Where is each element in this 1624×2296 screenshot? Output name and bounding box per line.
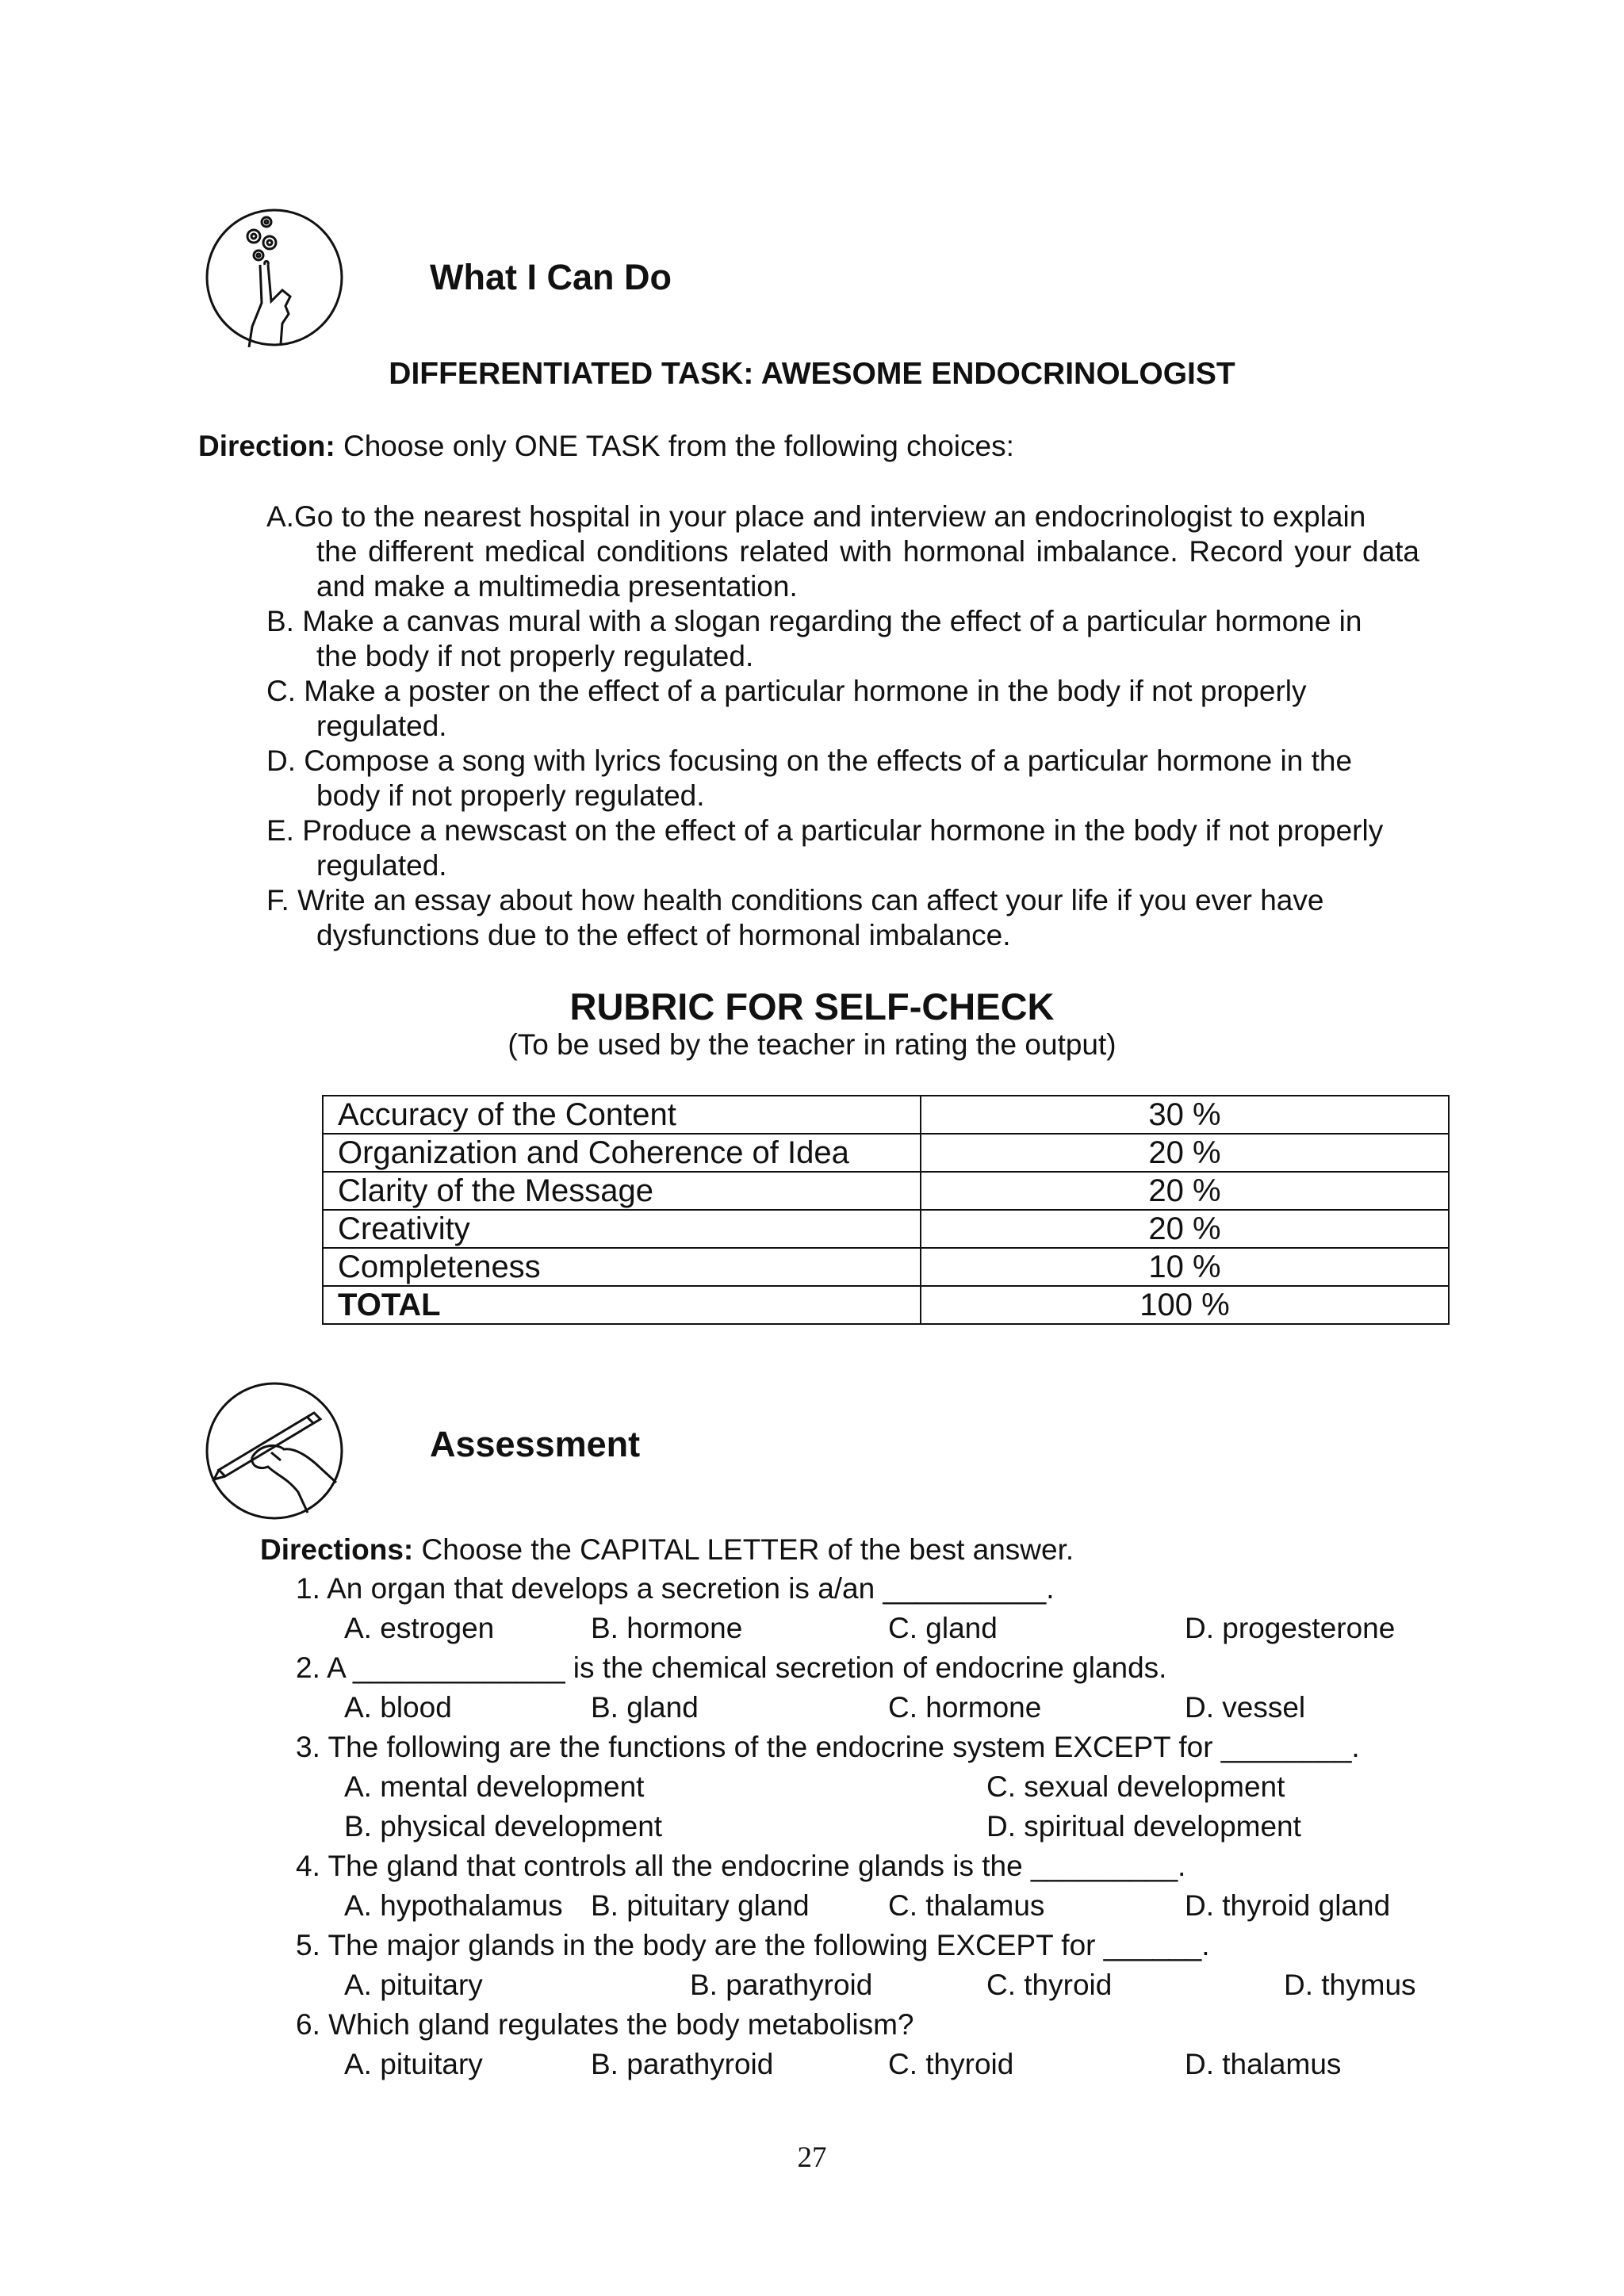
direction-label: Direction: bbox=[198, 430, 335, 462]
rubric-criterion: Creativity bbox=[323, 1210, 921, 1248]
directions-label: Directions: bbox=[260, 1533, 414, 1566]
answer-option: B. gland bbox=[591, 1691, 699, 1724]
task-item: F. Write an essay about how health conditions can affect your life if you ever have dysfunctions due to the effect of hormonal imbalance. bbox=[266, 884, 1324, 951]
question-text: 4. The gland that controls all the endocrine glands is the _________. bbox=[296, 1850, 1186, 1882]
answer-option: B. parathyroid bbox=[690, 1969, 873, 2001]
hand-gears-icon bbox=[205, 208, 344, 347]
answer-option: B. pituitary gland bbox=[591, 1889, 810, 1922]
answer-option: D. spiritual development bbox=[986, 1810, 1301, 1843]
task-item: D. Compose a song with lyrics focusing on the effects of a particular hormone in the body if not properly regulated. bbox=[266, 744, 1353, 812]
rubric-percent: 20 % bbox=[921, 1134, 1449, 1172]
table-row bbox=[323, 1248, 1449, 1286]
rubric-subtitle: (To be used by the teacher in rating the output) bbox=[508, 1028, 1116, 1061]
assessment-directions bbox=[260, 1533, 1074, 1567]
rubric-criterion: Clarity of the Message bbox=[323, 1172, 921, 1210]
rubric-criterion: Accuracy of the Content bbox=[323, 1096, 921, 1134]
answer-option: A. pituitary bbox=[344, 2048, 483, 2080]
table-row bbox=[323, 1096, 1449, 1134]
answer-option: C. thyroid bbox=[888, 2048, 1014, 2080]
question-text: 1. An organ that develops a secretion is a/an __________. bbox=[296, 1572, 1055, 1605]
answer-option: A. estrogen bbox=[344, 1612, 495, 1644]
table-row bbox=[323, 1134, 1449, 1172]
rubric-percent: 30 % bbox=[921, 1096, 1449, 1134]
question-text: 2. A _____________ is the chemical secretion of endocrine glands. bbox=[296, 1651, 1167, 1684]
assessment-title: Assessment bbox=[430, 1424, 641, 1464]
answer-option: B. hormone bbox=[591, 1612, 743, 1644]
answer-option: C. thalamus bbox=[888, 1889, 1045, 1922]
rubric-title: RUBRIC FOR SELF-CHECK bbox=[569, 985, 1055, 1027]
task-item: A.Go to the nearest hospital in your place and interview an endocrinologist to explain the different medical conditions related with hormonal imbalance. Record your data and make a multimedia presentation. bbox=[266, 500, 1419, 603]
answer-option: C. hormone bbox=[888, 1691, 1042, 1724]
answer-option: C. gland bbox=[888, 1612, 998, 1644]
answer-option: A. hypothalamus bbox=[344, 1889, 563, 1922]
rubric-criterion: Organization and Coherence of Idea bbox=[323, 1134, 921, 1172]
answer-option: D. progesterone bbox=[1185, 1612, 1396, 1644]
rubric-criterion: TOTAL bbox=[323, 1286, 921, 1324]
direction-line bbox=[198, 430, 1014, 463]
answer-option: A. blood bbox=[344, 1691, 452, 1724]
table-row bbox=[323, 1286, 1449, 1324]
question-text: 5. The major glands in the body are the following EXCEPT for ______. bbox=[296, 1929, 1210, 1961]
answer-option: B. physical development bbox=[344, 1810, 663, 1843]
answer-option: D. thymus bbox=[1284, 1969, 1416, 2001]
table-row bbox=[323, 1210, 1449, 1248]
what-i-can-do-title: What I Can Do bbox=[430, 257, 672, 297]
hand-pencil-icon bbox=[205, 1381, 344, 1521]
page-number: 27 bbox=[797, 2141, 827, 2174]
rubric-criterion: Completeness bbox=[323, 1248, 921, 1286]
task-heading: DIFFERENTIATED TASK: AWESOME ENDOCRINOLOGIST bbox=[389, 357, 1235, 391]
answer-option: C. thyroid bbox=[986, 1969, 1113, 2001]
answer-option: D. thyroid gland bbox=[1185, 1889, 1391, 1922]
answer-option: C. sexual development bbox=[986, 1770, 1285, 1803]
answer-option: D. thalamus bbox=[1185, 2048, 1342, 2080]
rubric-percent: 20 % bbox=[921, 1210, 1449, 1248]
rubric-percent: 100 % bbox=[921, 1286, 1449, 1324]
answer-option: D. vessel bbox=[1185, 1691, 1306, 1724]
task-item: E. Produce a newscast on the effect of a particular hormone in the body if not properly regulated. bbox=[266, 814, 1384, 882]
rubric-percent: 20 % bbox=[921, 1172, 1449, 1210]
table-row bbox=[323, 1172, 1449, 1210]
answer-option: A. pituitary bbox=[344, 1969, 483, 2001]
task-item: B. Make a canvas mural with a slogan regarding the effect of a particular hormone in the body if not properly regulated. bbox=[266, 605, 1362, 672]
answer-option: B. parathyroid bbox=[591, 2048, 774, 2080]
rubric-table bbox=[322, 1095, 1450, 1325]
directions-text: Choose the CAPITAL LETTER of the best answer. bbox=[413, 1533, 1074, 1566]
direction-text: Choose only ONE TASK from the following choices: bbox=[335, 430, 1014, 462]
question-text: 6. Which gland regulates the body metabolism? bbox=[296, 2008, 914, 2041]
answer-option: A. mental development bbox=[344, 1770, 645, 1803]
task-item: C. Make a poster on the effect of a particular hormone in the body if not properly regulated. bbox=[266, 675, 1307, 742]
rubric-percent: 10 % bbox=[921, 1248, 1449, 1286]
question-text: 3. The following are the functions of the endocrine system EXCEPT for ________. bbox=[296, 1731, 1360, 1763]
